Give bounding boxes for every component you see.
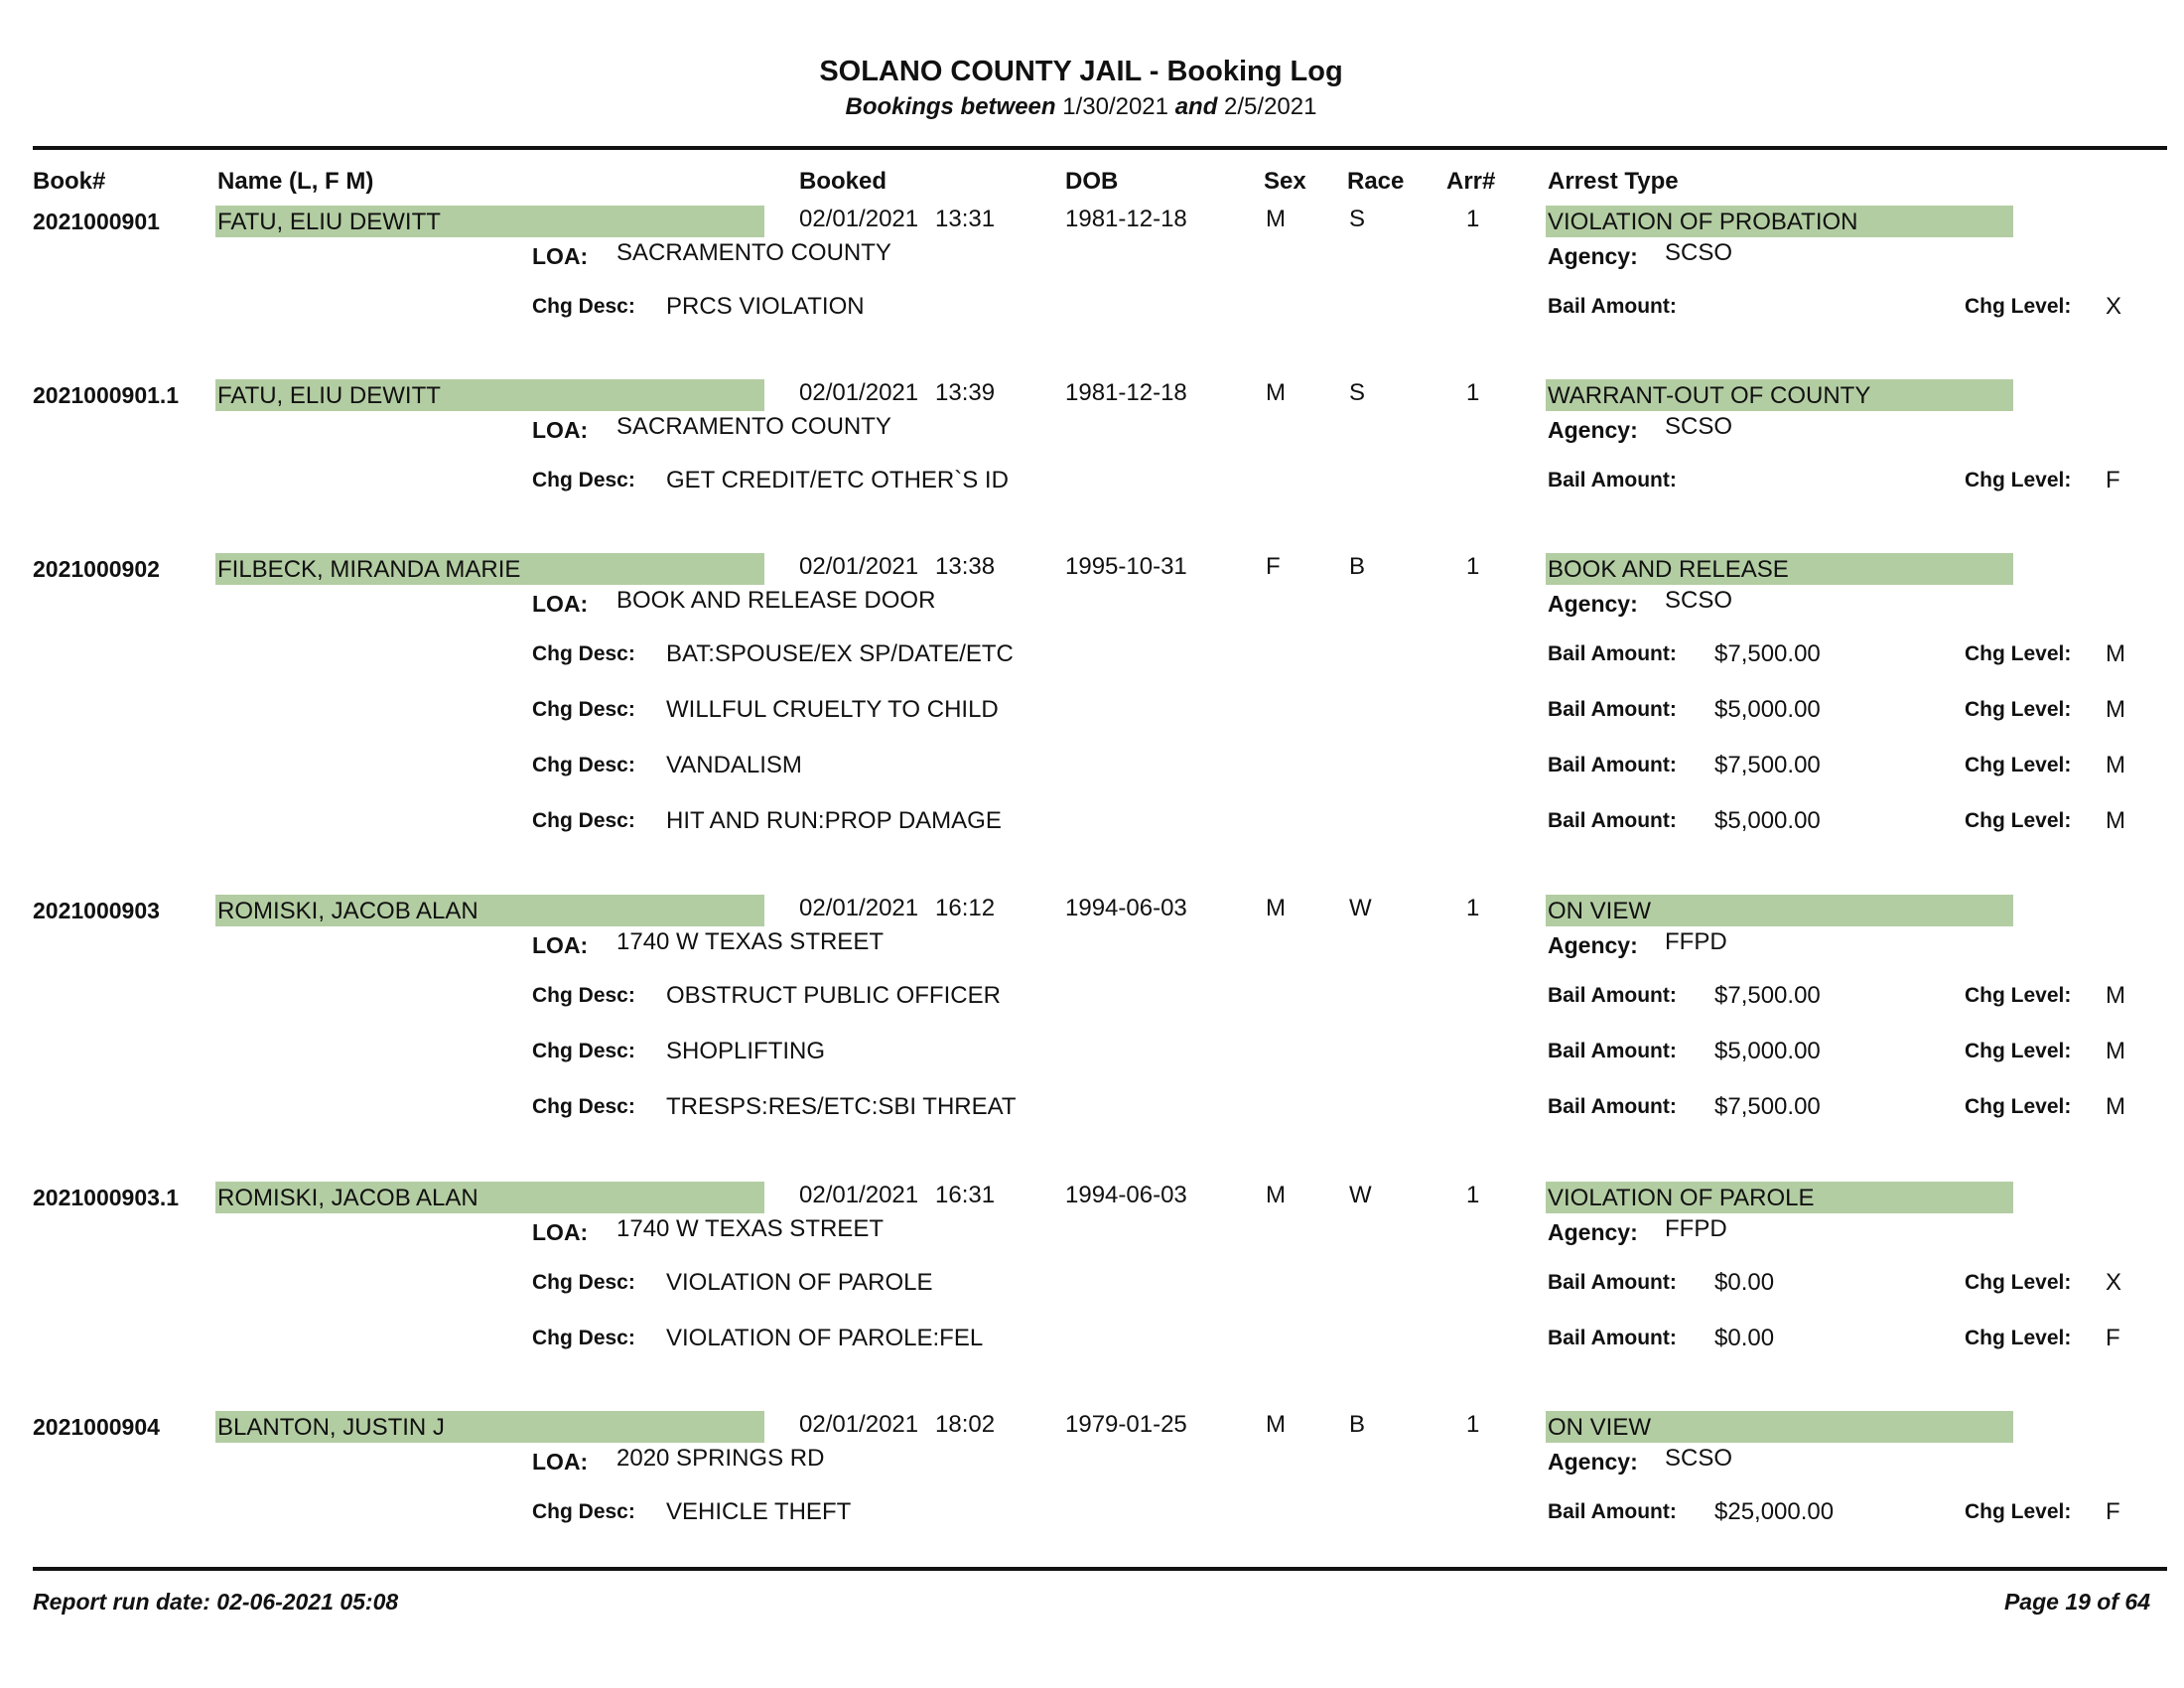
bail-amount-value: $0.00: [1714, 1269, 1775, 1296]
report-run-date: Report run date: 02-06-2021 05:08: [33, 1589, 399, 1615]
chg-desc-value: OBSTRUCT PUBLIC OFFICER: [666, 982, 1001, 1009]
race: W: [1349, 1182, 1372, 1208]
loa-label: LOA:: [532, 1219, 589, 1245]
chg-desc-label: Chg Desc:: [532, 1040, 635, 1062]
chg-level-value: M: [2106, 696, 2125, 723]
chg-level-value: M: [2106, 1038, 2125, 1064]
bail-amount-label: Bail Amount:: [1548, 1040, 1677, 1062]
agency-label: Agency:: [1548, 243, 1638, 269]
dob: 1981-12-18: [1065, 379, 1187, 406]
bail-amount-value: $7,500.00: [1714, 982, 1821, 1009]
subtitle-and: and: [1174, 93, 1218, 120]
sex: M: [1266, 1411, 1286, 1438]
inmate-name: FATU, ELIU DEWITT: [217, 382, 441, 409]
arrest-type: VIOLATION OF PAROLE: [1548, 1185, 1815, 1211]
inmate-name: FILBECK, MIRANDA MARIE: [217, 556, 521, 583]
booked-date: 02/01/2021: [799, 206, 919, 232]
chg-level-label: Chg Level:: [1965, 1095, 2072, 1118]
chg-desc-label: Chg Desc:: [532, 809, 635, 832]
arrest-type: WARRANT-OUT OF COUNTY: [1548, 382, 1871, 409]
report-title: SOLANO COUNTY JAIL - Booking Log: [819, 56, 1343, 87]
col-dob: DOB: [1065, 168, 1119, 195]
chg-level-label: Chg Level:: [1965, 469, 2072, 492]
race: S: [1349, 379, 1366, 406]
chg-level-value: X: [2106, 1269, 2122, 1296]
bail-amount-label: Bail Amount:: [1548, 1095, 1677, 1118]
bail-amount-value: $7,500.00: [1714, 752, 1821, 778]
agency-label: Agency:: [1548, 1449, 1638, 1475]
inmate-name: ROMISKI, JACOB ALAN: [217, 1185, 478, 1211]
loa-value: 1740 W TEXAS STREET: [616, 1215, 884, 1242]
chg-level-value: F: [2106, 467, 2120, 493]
col-sex: Sex: [1264, 168, 1306, 195]
chg-desc-value: VIOLATION OF PAROLE: [666, 1269, 933, 1296]
page-number: Page 19 of 64: [2003, 1589, 2150, 1615]
chg-level-value: M: [2106, 1093, 2125, 1120]
chg-desc-value: BAT:SPOUSE/EX SP/DATE/ETC: [666, 640, 1014, 667]
bail-amount-value: $7,500.00: [1714, 640, 1821, 667]
chg-desc-value: GET CREDIT/ETC OTHER`S ID: [666, 467, 1009, 493]
footer-divider: [33, 1567, 2167, 1571]
loa-value: SACRAMENTO COUNTY: [616, 413, 891, 440]
chg-desc-label: Chg Desc:: [532, 469, 635, 492]
race: S: [1349, 206, 1366, 232]
inmate-name: FATU, ELIU DEWITT: [217, 209, 441, 235]
chg-desc-value: HIT AND RUN:PROP DAMAGE: [666, 807, 1002, 834]
booked-time: 13:39: [935, 379, 996, 406]
dob: 1981-12-18: [1065, 206, 1187, 232]
chg-desc-value: VIOLATION OF PAROLE:FEL: [666, 1325, 984, 1351]
booked-time: 13:38: [935, 553, 996, 580]
col-arrest-type: Arrest Type: [1548, 168, 1679, 195]
arrest-number: 1: [1466, 895, 1480, 921]
arrest-number: 1: [1466, 379, 1480, 406]
chg-level-label: Chg Level:: [1965, 1271, 2072, 1294]
chg-desc-label: Chg Desc:: [532, 698, 635, 721]
booked-time: 13:31: [935, 206, 996, 232]
race: B: [1349, 1411, 1366, 1438]
agency-value: FFPD: [1665, 1215, 1727, 1242]
booked-time: 16:31: [935, 1182, 996, 1208]
arrest-number: 1: [1466, 206, 1480, 232]
chg-desc-label: Chg Desc:: [532, 1500, 635, 1523]
book-number: 2021000904: [33, 1414, 160, 1440]
chg-level-value: M: [2106, 752, 2125, 778]
chg-level-value: M: [2106, 982, 2125, 1009]
book-number: 2021000901: [33, 209, 160, 234]
chg-desc-value: WILLFUL CRUELTY TO CHILD: [666, 696, 999, 723]
chg-level-value: F: [2106, 1325, 2120, 1351]
arrest-number: 1: [1466, 1182, 1480, 1208]
chg-desc-label: Chg Desc:: [532, 754, 635, 776]
bail-amount-label: Bail Amount:: [1548, 809, 1677, 832]
chg-level-value: M: [2106, 640, 2125, 667]
bail-amount-label: Bail Amount:: [1548, 295, 1677, 318]
bail-amount-value: $0.00: [1714, 1325, 1775, 1351]
sex: M: [1266, 379, 1286, 406]
chg-desc-label: Chg Desc:: [532, 642, 635, 665]
bail-amount-value: $5,000.00: [1714, 807, 1821, 834]
sex: M: [1266, 895, 1286, 921]
loa-value: BOOK AND RELEASE DOOR: [616, 587, 936, 614]
dob: 1995-10-31: [1065, 553, 1187, 580]
book-number: 2021000902: [33, 556, 160, 582]
agency-label: Agency:: [1548, 417, 1638, 443]
chg-desc-label: Chg Desc:: [532, 1271, 635, 1294]
chg-level-value: X: [2106, 293, 2122, 320]
loa-label: LOA:: [532, 932, 589, 958]
header-divider: [33, 146, 2167, 150]
bail-amount-value: $25,000.00: [1714, 1498, 1835, 1525]
sex: F: [1266, 553, 1281, 580]
agency-value: SCSO: [1665, 239, 1733, 266]
bail-amount-label: Bail Amount:: [1548, 642, 1677, 665]
bail-amount-label: Bail Amount:: [1548, 698, 1677, 721]
report-subtitle: [0, 93, 2162, 121]
chg-level-label: Chg Level:: [1965, 295, 2072, 318]
bail-amount-label: Bail Amount:: [1548, 1327, 1677, 1349]
dob: 1994-06-03: [1065, 895, 1187, 921]
agency-label: Agency:: [1548, 1219, 1638, 1245]
booked-date: 02/01/2021: [799, 1411, 919, 1438]
chg-level-value: M: [2106, 807, 2125, 834]
bail-amount-value: $5,000.00: [1714, 696, 1821, 723]
chg-desc-value: VEHICLE THEFT: [666, 1498, 852, 1525]
chg-desc-label: Chg Desc:: [532, 295, 635, 318]
loa-label: LOA:: [532, 417, 589, 443]
col-booked: Booked: [799, 168, 887, 195]
chg-desc-value: VANDALISM: [666, 752, 802, 778]
dob: 1994-06-03: [1065, 1182, 1187, 1208]
bail-amount-value: $7,500.00: [1714, 1093, 1821, 1120]
chg-desc-label: Chg Desc:: [532, 1327, 635, 1349]
agency-value: SCSO: [1665, 1445, 1733, 1472]
booked-date: 02/01/2021: [799, 553, 919, 580]
dob: 1979-01-25: [1065, 1411, 1187, 1438]
loa-label: LOA:: [532, 243, 589, 269]
end-date: 2/5/2021: [1224, 93, 1317, 120]
chg-level-label: Chg Level:: [1965, 754, 2072, 776]
booked-time: 18:02: [935, 1411, 996, 1438]
race: W: [1349, 895, 1372, 921]
chg-desc-value: TRESPS:RES/ETC:SBI THREAT: [666, 1093, 1017, 1120]
chg-level-label: Chg Level:: [1965, 642, 2072, 665]
booked-date: 02/01/2021: [799, 1182, 919, 1208]
chg-level-value: F: [2106, 1498, 2120, 1525]
inmate-name: BLANTON, JUSTIN J: [217, 1414, 445, 1441]
col-book: Book#: [33, 168, 106, 195]
chg-level-label: Chg Level:: [1965, 1327, 2072, 1349]
book-number: 2021000901.1: [33, 382, 180, 408]
chg-level-label: Chg Level:: [1965, 698, 2072, 721]
book-number: 2021000903.1: [33, 1185, 180, 1210]
bail-amount-label: Bail Amount:: [1548, 1271, 1677, 1294]
col-name: Name (L, F M): [217, 168, 374, 195]
agency-label: Agency:: [1548, 932, 1638, 958]
arrest-type: BOOK AND RELEASE: [1548, 556, 1789, 583]
subtitle-prefix: Bookings between: [845, 93, 1056, 120]
sex: M: [1266, 206, 1286, 232]
arrest-type: ON VIEW: [1548, 1414, 1652, 1441]
arrest-number: 1: [1466, 553, 1480, 580]
booked-date: 02/01/2021: [799, 379, 919, 406]
agency-label: Agency:: [1548, 591, 1638, 617]
bail-amount-label: Bail Amount:: [1548, 1500, 1677, 1523]
arrest-number: 1: [1466, 1411, 1480, 1438]
loa-value: 1740 W TEXAS STREET: [616, 928, 884, 955]
bail-amount-label: Bail Amount:: [1548, 469, 1677, 492]
booked-date: 02/01/2021: [799, 895, 919, 921]
agency-value: SCSO: [1665, 587, 1733, 614]
inmate-name: ROMISKI, JACOB ALAN: [217, 898, 478, 924]
book-number: 2021000903: [33, 898, 160, 923]
chg-desc-value: SHOPLIFTING: [666, 1038, 826, 1064]
loa-label: LOA:: [532, 591, 589, 617]
booked-time: 16:12: [935, 895, 996, 921]
start-date: 1/30/2021: [1062, 93, 1169, 120]
chg-level-label: Chg Level:: [1965, 1040, 2072, 1062]
sex: M: [1266, 1182, 1286, 1208]
loa-label: LOA:: [532, 1449, 589, 1475]
chg-desc-label: Chg Desc:: [532, 984, 635, 1007]
race: B: [1349, 553, 1366, 580]
bail-amount-label: Bail Amount:: [1548, 754, 1677, 776]
loa-value: 2020 SPRINGS RD: [616, 1445, 825, 1472]
loa-value: SACRAMENTO COUNTY: [616, 239, 891, 266]
agency-value: SCSO: [1665, 413, 1733, 440]
bail-amount-value: $5,000.00: [1714, 1038, 1821, 1064]
col-race: Race: [1347, 168, 1405, 195]
arrest-type: VIOLATION OF PROBATION: [1548, 209, 1858, 235]
chg-level-label: Chg Level:: [1965, 809, 2072, 832]
bail-amount-label: Bail Amount:: [1548, 984, 1677, 1007]
chg-level-label: Chg Level:: [1965, 984, 2072, 1007]
arrest-type: ON VIEW: [1548, 898, 1652, 924]
chg-desc-label: Chg Desc:: [532, 1095, 635, 1118]
col-arr: Arr#: [1446, 168, 1496, 195]
chg-desc-value: PRCS VIOLATION: [666, 293, 865, 320]
chg-level-label: Chg Level:: [1965, 1500, 2072, 1523]
agency-value: FFPD: [1665, 928, 1727, 955]
